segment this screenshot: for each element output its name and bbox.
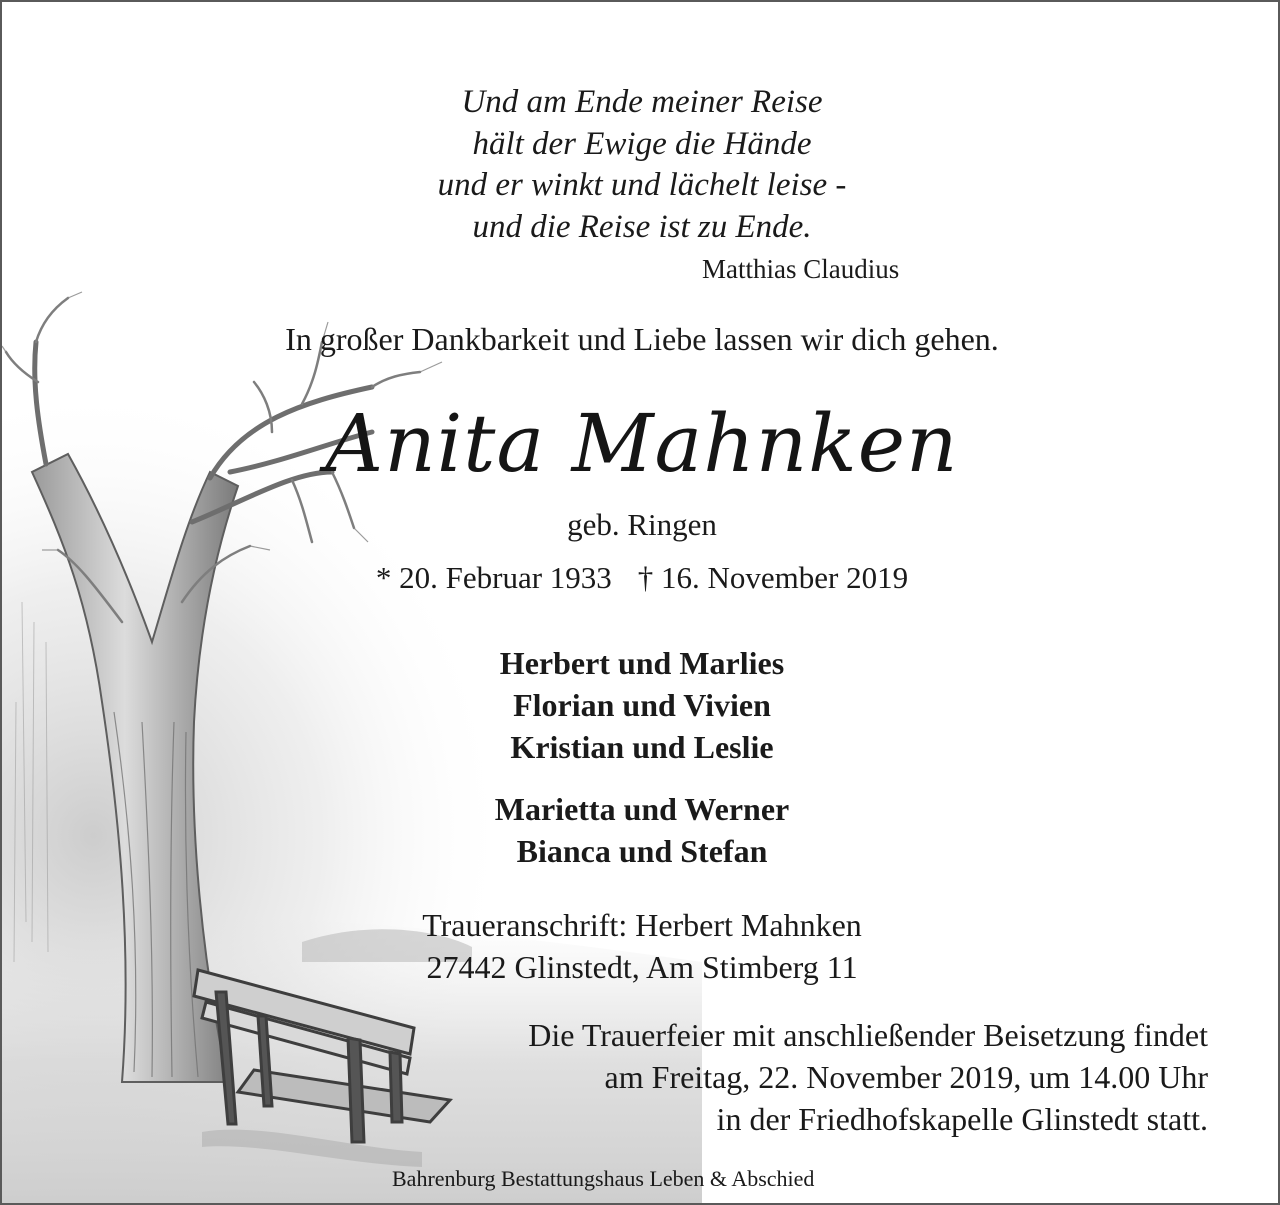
ceremony-line: in der Friedhofskapelle Glinstedt statt. — [716, 1101, 1208, 1137]
ceremony-line: am Freitag, 22. November 2019, um 14.00 Uhr — [604, 1059, 1208, 1095]
poem-line: und die Reise ist zu Ende. — [472, 208, 812, 245]
deceased-name: Anita Mahnken — [325, 397, 959, 490]
poem-line: Und am Ende meiner Reise — [461, 84, 823, 120]
poem-author: Matthias Claudius — [702, 254, 900, 284]
poem — [2, 82, 1280, 248]
undertaker-credit: Bahrenburg Bestattungshaus Leben & Abschied — [392, 1166, 815, 1191]
poem-line: und er winkt und lächelt leise - — [437, 167, 847, 203]
birth-date: * 20. Februar 1933 — [375, 560, 612, 595]
mourners-group-2 — [2, 788, 1280, 872]
intro-text: In großer Dankbarkeit und Liebe lassen wir dich gehen. — [285, 321, 999, 357]
poem-line: hält der Ewige die Hände — [472, 125, 812, 162]
mourner: Marietta und Werner — [494, 791, 790, 827]
mourner: Bianca und Stefan — [516, 833, 768, 869]
mourners-group-1 — [2, 642, 1280, 768]
maiden-name: geb. Ringen — [567, 507, 717, 542]
death-date: † 16. November 2019 — [637, 560, 909, 595]
life-dates — [2, 558, 1280, 598]
mourner: Kristian und Leslie — [510, 729, 774, 765]
ceremony-info — [528, 1014, 1208, 1140]
ceremony-line: Die Trauerfeier mit anschließender Beisetzung findet — [528, 1017, 1208, 1053]
address-line: Traueranschrift: Herbert Mahnken — [422, 907, 862, 943]
mourner: Herbert und Marlies — [499, 645, 785, 681]
address-line: 27442 Glinstedt, Am Stimberg 11 — [426, 949, 858, 985]
notice-content — [2, 2, 1280, 1205]
mourner: Florian und Vivien — [513, 687, 771, 723]
mourning-address — [2, 904, 1280, 988]
